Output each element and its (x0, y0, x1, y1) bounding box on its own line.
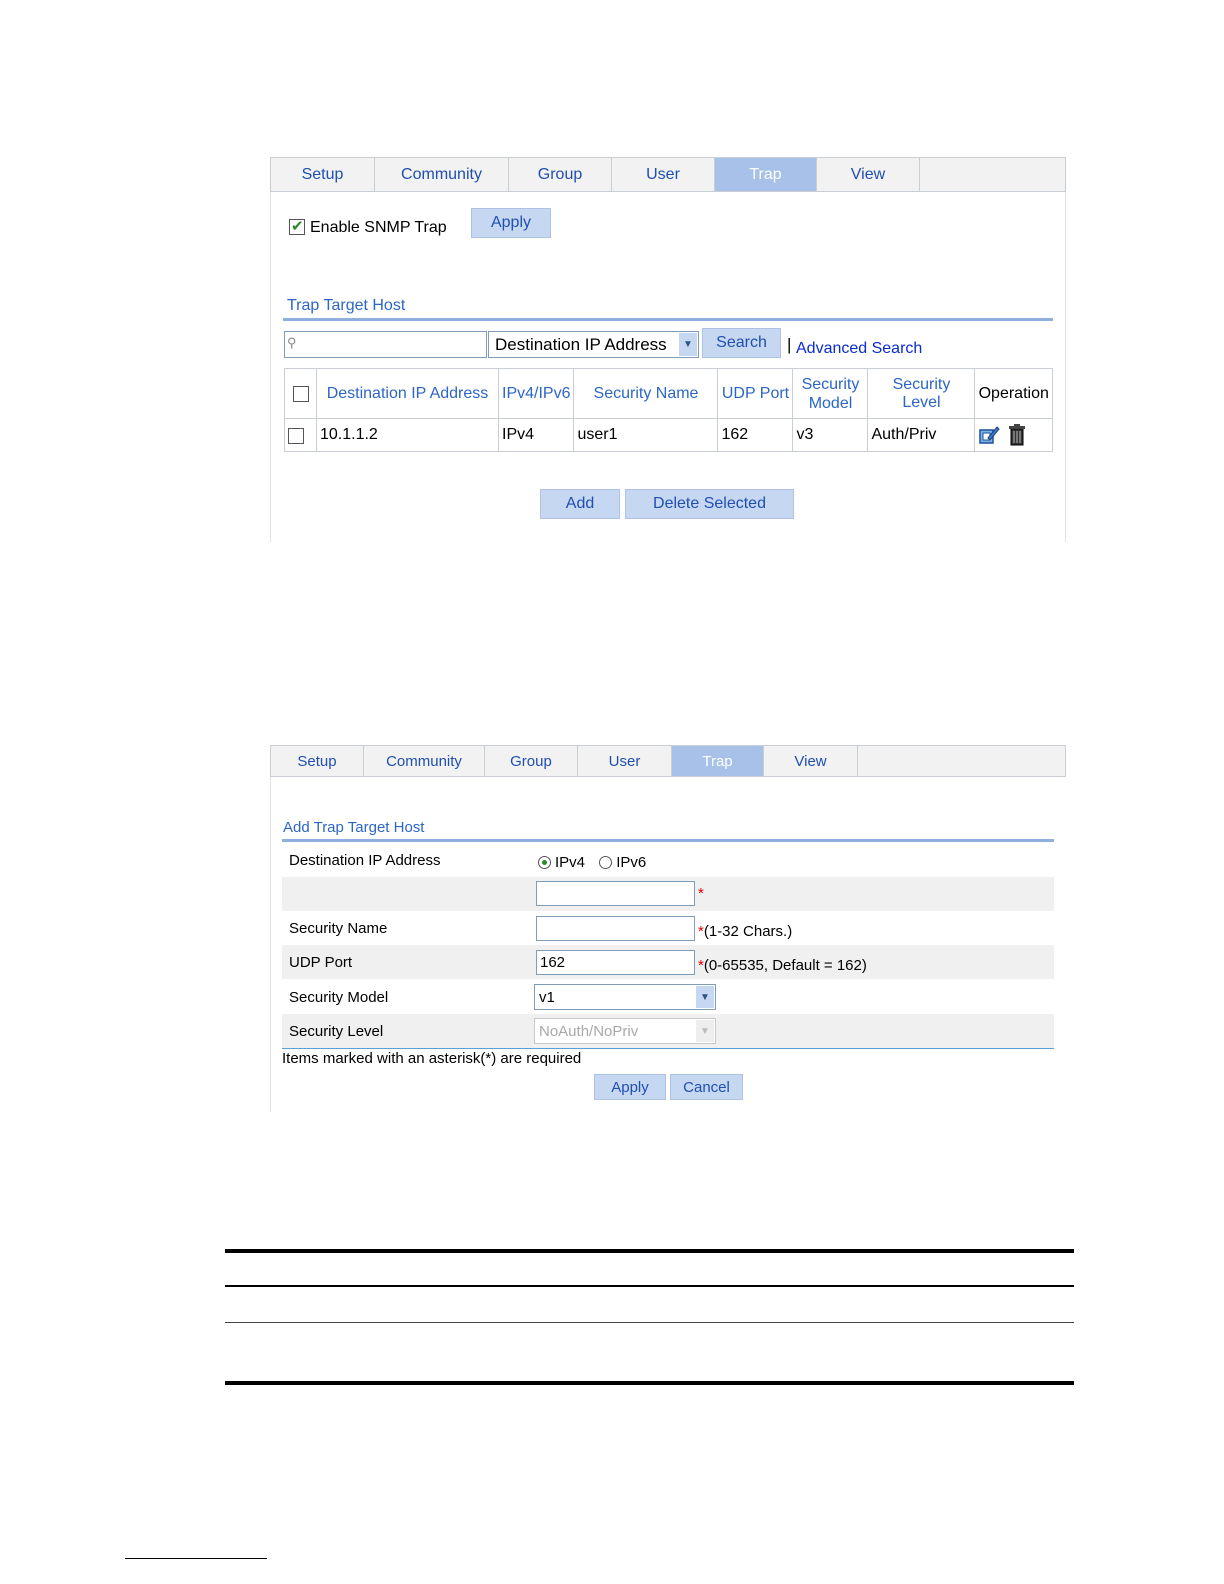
security-name-hint-text: (1-32 Chars.) (703, 923, 793, 940)
search-icon: ⚲ (287, 335, 297, 350)
table-row (285, 419, 1053, 452)
search-input[interactable] (284, 331, 487, 358)
cell-ip-version: IPv4 (499, 419, 574, 452)
col-udp-port[interactable]: UDP Port (718, 369, 793, 419)
edit-icon[interactable] (978, 424, 1000, 446)
cell-security-name: user1 (574, 419, 718, 452)
udp-port-value: 162 (540, 954, 566, 971)
tab-group[interactable]: Group (509, 158, 612, 191)
tab-bar (270, 157, 1066, 192)
tab-view[interactable]: View (764, 746, 858, 776)
required-note: Items marked with an asterisk(*) are required (282, 1050, 582, 1067)
udp-port-label: UDP Port (289, 954, 353, 971)
tab-bar (270, 745, 1066, 777)
col-security-level[interactable]: Security Level (868, 369, 975, 419)
required-asterisk: * (698, 957, 704, 974)
chevron-down-icon: ▼ (696, 986, 714, 1008)
security-name-label: Security Name (289, 920, 388, 937)
row-select-cell (285, 419, 317, 452)
add-trap-target-host-title: Add Trap Target Host (283, 819, 425, 836)
select-all-cell (285, 369, 317, 419)
section-rule (283, 318, 1053, 321)
udp-port-hint-text: (0-65535, Default = 162) (703, 957, 867, 974)
col-destination-ip[interactable]: Destination IP Address (317, 369, 499, 419)
tab-user[interactable]: User (578, 746, 672, 776)
required-asterisk: * (698, 923, 704, 940)
section-rule (282, 839, 1054, 842)
cancel-button[interactable]: Cancel (670, 1074, 743, 1100)
cell-operation (975, 419, 1053, 452)
cell-destination-ip: 10.1.1.2 (317, 419, 499, 452)
table-top-rule (225, 1249, 1074, 1253)
cell-udp-port: 162 (718, 419, 793, 452)
udp-port-row (282, 945, 1054, 979)
security-level-row (282, 1014, 1054, 1048)
col-security-model[interactable]: Security Model (793, 369, 868, 419)
ip-address-row (282, 877, 1054, 911)
chevron-down-icon: ▼ (696, 1020, 714, 1042)
col-operation: Operation (975, 369, 1053, 419)
security-level-value: NoAuth/NoPriv (539, 1022, 639, 1040)
table-header-row (285, 369, 1053, 419)
ip-required-asterisk: * (698, 885, 704, 902)
destination-ip-label: Destination IP Address (289, 852, 441, 869)
table-header-rule (225, 1285, 1074, 1287)
enable-snmp-trap-label: Enable SNMP Trap (310, 219, 447, 236)
delete-selected-button[interactable]: Delete Selected (625, 489, 794, 519)
security-model-label: Security Model (289, 989, 389, 1006)
udp-port-field[interactable] (536, 950, 695, 975)
apply-trap-button[interactable]: Apply (471, 208, 551, 238)
select-all-checkbox[interactable] (293, 386, 309, 402)
panel-border-left (270, 192, 271, 542)
destination-ip-row (282, 843, 1054, 877)
tab-bar-filler (858, 746, 1065, 776)
tab-view[interactable]: View (817, 158, 920, 191)
ipv6-label: IPv6 (616, 854, 647, 871)
chevron-down-icon: ▼ (679, 333, 697, 356)
tab-user[interactable]: User (612, 158, 715, 191)
trap-list-panel (270, 157, 1066, 542)
tab-group[interactable]: Group (485, 746, 578, 776)
enable-snmp-trap-checkbox[interactable] (289, 219, 305, 235)
tab-community[interactable]: Community (364, 746, 485, 776)
security-name-hint (698, 923, 792, 940)
search-field-value: Destination IP Address (495, 334, 667, 354)
cell-security-level: Auth/Priv (868, 419, 975, 452)
tab-community[interactable]: Community (375, 158, 509, 191)
form-bottom-rule (282, 1048, 1054, 1049)
security-model-select[interactable] (534, 984, 716, 1010)
panel-border-right (1065, 192, 1066, 542)
apply-button[interactable]: Apply (594, 1074, 666, 1100)
cell-security-model: v3 (793, 419, 868, 452)
trap-host-table (284, 368, 1053, 452)
tab-trap[interactable]: Trap (672, 746, 764, 776)
search-field-select[interactable] (488, 331, 699, 358)
tab-bar-filler (920, 158, 1065, 191)
security-level-select[interactable] (534, 1018, 716, 1044)
panel-border-left (270, 777, 271, 1112)
footnote-rule (125, 1558, 267, 1559)
col-ip-version[interactable]: IPv4/IPv6 (499, 369, 574, 419)
security-model-row (282, 980, 1054, 1014)
security-model-value: v1 (539, 988, 555, 1006)
ipv6-radio[interactable] (599, 856, 612, 869)
ip-version-radio-group (538, 854, 646, 871)
search-button[interactable]: Search (702, 328, 781, 358)
add-button[interactable]: Add (540, 489, 620, 519)
tab-setup[interactable]: Setup (271, 746, 364, 776)
ipv4-label: IPv4 (555, 854, 586, 871)
table-bottom-rule (225, 1381, 1074, 1385)
security-name-row (282, 911, 1054, 945)
security-level-label: Security Level (289, 1023, 384, 1040)
search-separator: | (787, 335, 792, 354)
tab-trap[interactable]: Trap (715, 158, 817, 191)
udp-port-hint (698, 957, 867, 974)
security-name-field[interactable] (536, 916, 695, 941)
row-checkbox[interactable] (288, 428, 304, 444)
col-security-name[interactable]: Security Name (574, 369, 718, 419)
ipv4-radio[interactable] (538, 856, 551, 869)
advanced-search-link[interactable]: Advanced Search (796, 340, 923, 357)
ip-address-field[interactable] (536, 881, 695, 906)
table-row-rule (225, 1322, 1074, 1323)
trash-icon[interactable] (1008, 424, 1026, 446)
trap-target-host-title: Trap Target Host (287, 297, 406, 314)
tab-setup[interactable]: Setup (271, 158, 375, 191)
